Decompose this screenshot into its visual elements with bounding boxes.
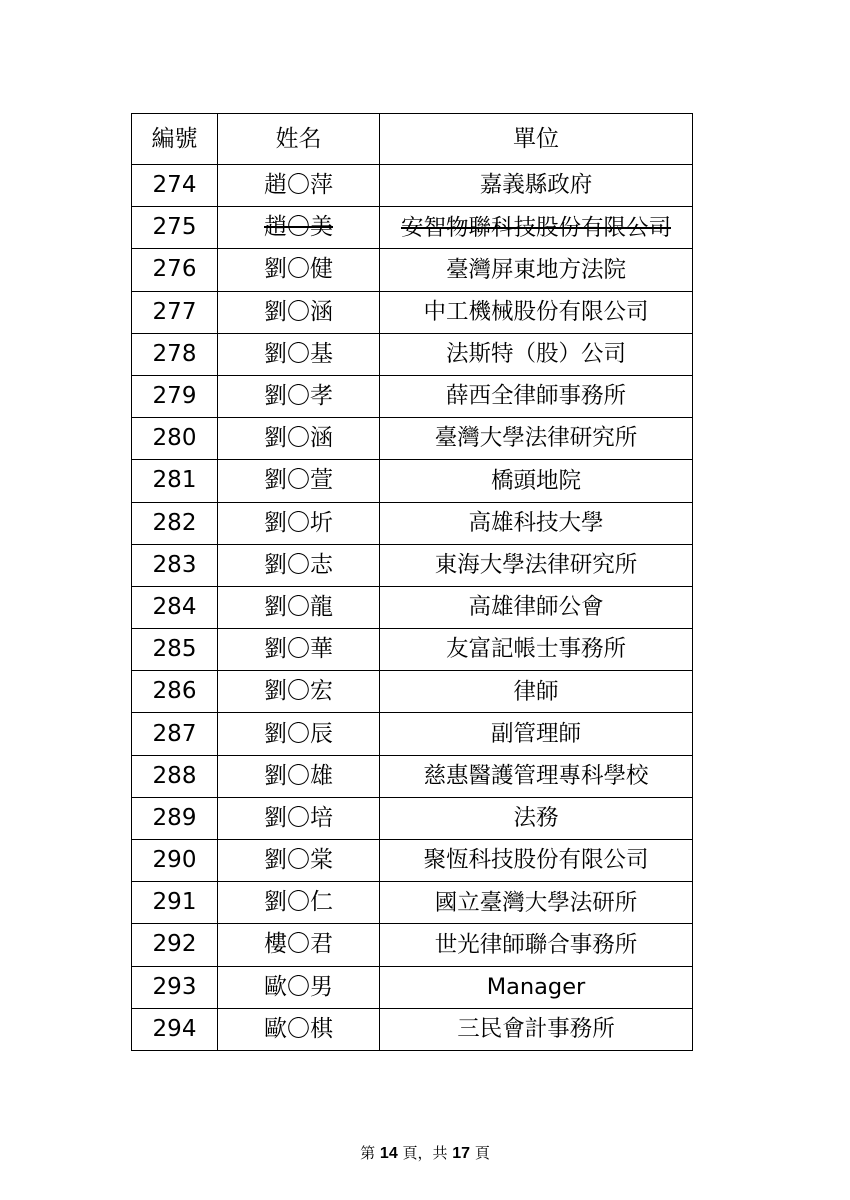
row-unit-cell xyxy=(380,291,693,333)
row-unit-cell xyxy=(380,165,693,207)
row-name-cell xyxy=(218,966,380,1008)
row-number: 282 xyxy=(152,509,197,536)
table-row xyxy=(132,165,693,207)
row-unit: 友富記帳士事務所 xyxy=(445,636,626,663)
row-name: 劉〇涵 xyxy=(264,298,333,325)
row-number: 284 xyxy=(152,593,197,620)
row-name: 劉〇華 xyxy=(264,636,333,663)
row-number: 279 xyxy=(152,383,197,410)
row-name-cell xyxy=(218,502,380,544)
row-unit-cell xyxy=(380,418,693,460)
table-row xyxy=(132,291,693,333)
row-name: 歐〇男 xyxy=(264,973,333,1000)
row-name: 趙〇萍 xyxy=(264,172,333,199)
row-unit: 法斯特（股）公司 xyxy=(445,341,626,368)
table-row xyxy=(132,713,693,755)
row-name: 劉〇仁 xyxy=(264,889,333,916)
row-unit-cell xyxy=(380,840,693,882)
row-unit: 三民會計事務所 xyxy=(457,1016,615,1043)
row-name-cell xyxy=(218,840,380,882)
row-number-cell xyxy=(132,586,218,628)
row-unit: 嘉義縣政府 xyxy=(479,172,593,199)
row-number: 292 xyxy=(152,931,197,958)
row-name-cell xyxy=(218,544,380,586)
table-row xyxy=(132,586,693,628)
row-number-cell xyxy=(132,840,218,882)
table-row xyxy=(132,418,693,460)
table-row xyxy=(132,882,693,924)
table-row xyxy=(132,671,693,713)
table-row xyxy=(132,502,693,544)
row-number: 285 xyxy=(152,636,197,663)
row-number: 294 xyxy=(152,1015,197,1042)
row-unit-cell xyxy=(380,713,693,755)
row-number: 287 xyxy=(152,720,197,747)
row-number-cell xyxy=(132,333,218,375)
row-unit-cell xyxy=(380,586,693,628)
row-name-cell xyxy=(218,249,380,291)
row-name: 劉〇雄 xyxy=(264,762,333,789)
page-footer xyxy=(0,1142,850,1163)
row-name: 樓〇君 xyxy=(264,931,333,958)
table-row xyxy=(132,629,693,671)
row-name-cell xyxy=(218,755,380,797)
row-name-cell xyxy=(218,629,380,671)
row-number-cell xyxy=(132,207,218,249)
row-unit: 安智物聯科技股份有限公司 xyxy=(400,214,671,241)
row-unit: 副管理師 xyxy=(490,720,581,747)
row-number-cell xyxy=(132,165,218,207)
row-number-cell xyxy=(132,418,218,460)
row-name: 劉〇棠 xyxy=(264,847,333,874)
table-row xyxy=(132,840,693,882)
table-row xyxy=(132,333,693,375)
row-unit-cell xyxy=(380,671,693,713)
footer-current-page: 14 xyxy=(379,1145,398,1162)
footer-total-pages: 17 xyxy=(452,1145,471,1162)
row-name: 劉〇健 xyxy=(264,256,333,283)
row-unit: 慈惠醫護管理專科學校 xyxy=(423,762,649,789)
footer-suffix: 頁 xyxy=(470,1144,490,1162)
row-name: 劉〇涵 xyxy=(264,425,333,452)
table-row xyxy=(132,249,693,291)
row-unit: Manager xyxy=(486,973,586,1000)
row-unit-cell xyxy=(380,924,693,966)
row-unit-cell xyxy=(380,249,693,291)
row-number-cell xyxy=(132,502,218,544)
table-row xyxy=(132,755,693,797)
row-number-cell xyxy=(132,291,218,333)
row-name: 劉〇培 xyxy=(264,804,333,831)
row-unit: 律師 xyxy=(513,678,559,705)
row-number-cell xyxy=(132,249,218,291)
row-number-cell xyxy=(132,671,218,713)
row-number-cell xyxy=(132,1008,218,1050)
row-unit-cell xyxy=(380,207,693,249)
row-number: 278 xyxy=(152,340,197,367)
row-number: 290 xyxy=(152,847,197,874)
table-row xyxy=(132,207,693,249)
footer-middle: 頁，共 xyxy=(397,1144,453,1162)
row-name: 劉〇龍 xyxy=(264,593,333,620)
row-unit-cell xyxy=(380,544,693,586)
row-name: 劉〇辰 xyxy=(264,720,333,747)
row-number: 280 xyxy=(152,425,197,452)
roster-table xyxy=(131,113,693,1051)
row-number: 274 xyxy=(152,172,197,199)
table-row xyxy=(132,797,693,839)
row-unit: 東海大學法律研究所 xyxy=(434,552,638,579)
row-unit: 國立臺灣大學法研所 xyxy=(434,889,638,916)
table-row xyxy=(132,1008,693,1050)
row-number: 281 xyxy=(152,467,197,494)
row-name-cell xyxy=(218,882,380,924)
header-name: 姓名 xyxy=(218,114,380,165)
row-number: 283 xyxy=(152,551,197,578)
row-unit: 高雄科技大學 xyxy=(468,509,604,536)
row-unit-cell xyxy=(380,797,693,839)
table-row xyxy=(132,544,693,586)
row-unit: 臺灣屏東地方法院 xyxy=(445,256,626,283)
footer-prefix: 第 xyxy=(360,1144,380,1162)
row-name-cell xyxy=(218,586,380,628)
row-name-cell xyxy=(218,671,380,713)
row-unit: 高雄律師公會 xyxy=(468,594,604,621)
row-number: 286 xyxy=(152,678,197,705)
row-number: 277 xyxy=(152,298,197,325)
header-row xyxy=(132,114,693,165)
row-unit: 世光律師聯合事務所 xyxy=(434,931,638,958)
row-number: 288 xyxy=(152,762,197,789)
row-unit-cell xyxy=(380,502,693,544)
header-unit: 單位 xyxy=(380,114,693,165)
row-name: 趙〇美 xyxy=(264,214,333,241)
row-name-cell xyxy=(218,1008,380,1050)
row-name-cell xyxy=(218,713,380,755)
row-unit-cell xyxy=(380,1008,693,1050)
row-number-cell xyxy=(132,882,218,924)
row-name: 劉〇基 xyxy=(264,340,333,367)
row-unit: 聚恆科技股份有限公司 xyxy=(423,847,649,874)
row-number: 276 xyxy=(152,256,197,283)
row-name-cell xyxy=(218,207,380,249)
row-name: 劉〇孝 xyxy=(264,383,333,410)
header-number: 編號 xyxy=(132,114,218,165)
row-name-cell xyxy=(218,418,380,460)
row-number-cell xyxy=(132,797,218,839)
row-unit-cell xyxy=(380,375,693,417)
row-unit-cell xyxy=(380,755,693,797)
row-unit: 中工機械股份有限公司 xyxy=(423,298,649,325)
row-name-cell xyxy=(218,924,380,966)
row-number: 293 xyxy=(152,973,197,1000)
row-unit-cell xyxy=(380,333,693,375)
row-number: 275 xyxy=(152,214,197,241)
row-unit: 臺灣大學法律研究所 xyxy=(434,425,638,452)
row-name-cell xyxy=(218,165,380,207)
table-row xyxy=(132,375,693,417)
row-number-cell xyxy=(132,966,218,1008)
row-unit: 法務 xyxy=(513,805,559,832)
table-row xyxy=(132,966,693,1008)
row-number-cell xyxy=(132,629,218,671)
row-number-cell xyxy=(132,544,218,586)
row-name-cell xyxy=(218,375,380,417)
row-name: 歐〇棋 xyxy=(264,1015,333,1042)
row-name-cell xyxy=(218,291,380,333)
row-number-cell xyxy=(132,713,218,755)
table-body xyxy=(132,165,693,1051)
row-unit: 橋頭地院 xyxy=(490,467,581,494)
row-name: 劉〇萱 xyxy=(264,467,333,494)
row-number-cell xyxy=(132,460,218,502)
row-unit: 薛西全律師事務所 xyxy=(445,383,626,410)
row-unit-cell xyxy=(380,460,693,502)
table-header xyxy=(132,114,693,165)
row-name: 劉〇宏 xyxy=(264,678,333,705)
row-number-cell xyxy=(132,375,218,417)
row-unit-cell xyxy=(380,966,693,1008)
row-number: 289 xyxy=(152,804,197,831)
row-name: 劉〇圻 xyxy=(264,509,333,536)
row-unit-cell xyxy=(380,629,693,671)
table-row xyxy=(132,460,693,502)
row-name-cell xyxy=(218,460,380,502)
row-name-cell xyxy=(218,797,380,839)
table-row xyxy=(132,924,693,966)
row-name-cell xyxy=(218,333,380,375)
row-unit-cell xyxy=(380,882,693,924)
row-number-cell xyxy=(132,924,218,966)
row-name: 劉〇志 xyxy=(264,551,333,578)
row-number-cell xyxy=(132,755,218,797)
row-number: 291 xyxy=(152,889,197,916)
